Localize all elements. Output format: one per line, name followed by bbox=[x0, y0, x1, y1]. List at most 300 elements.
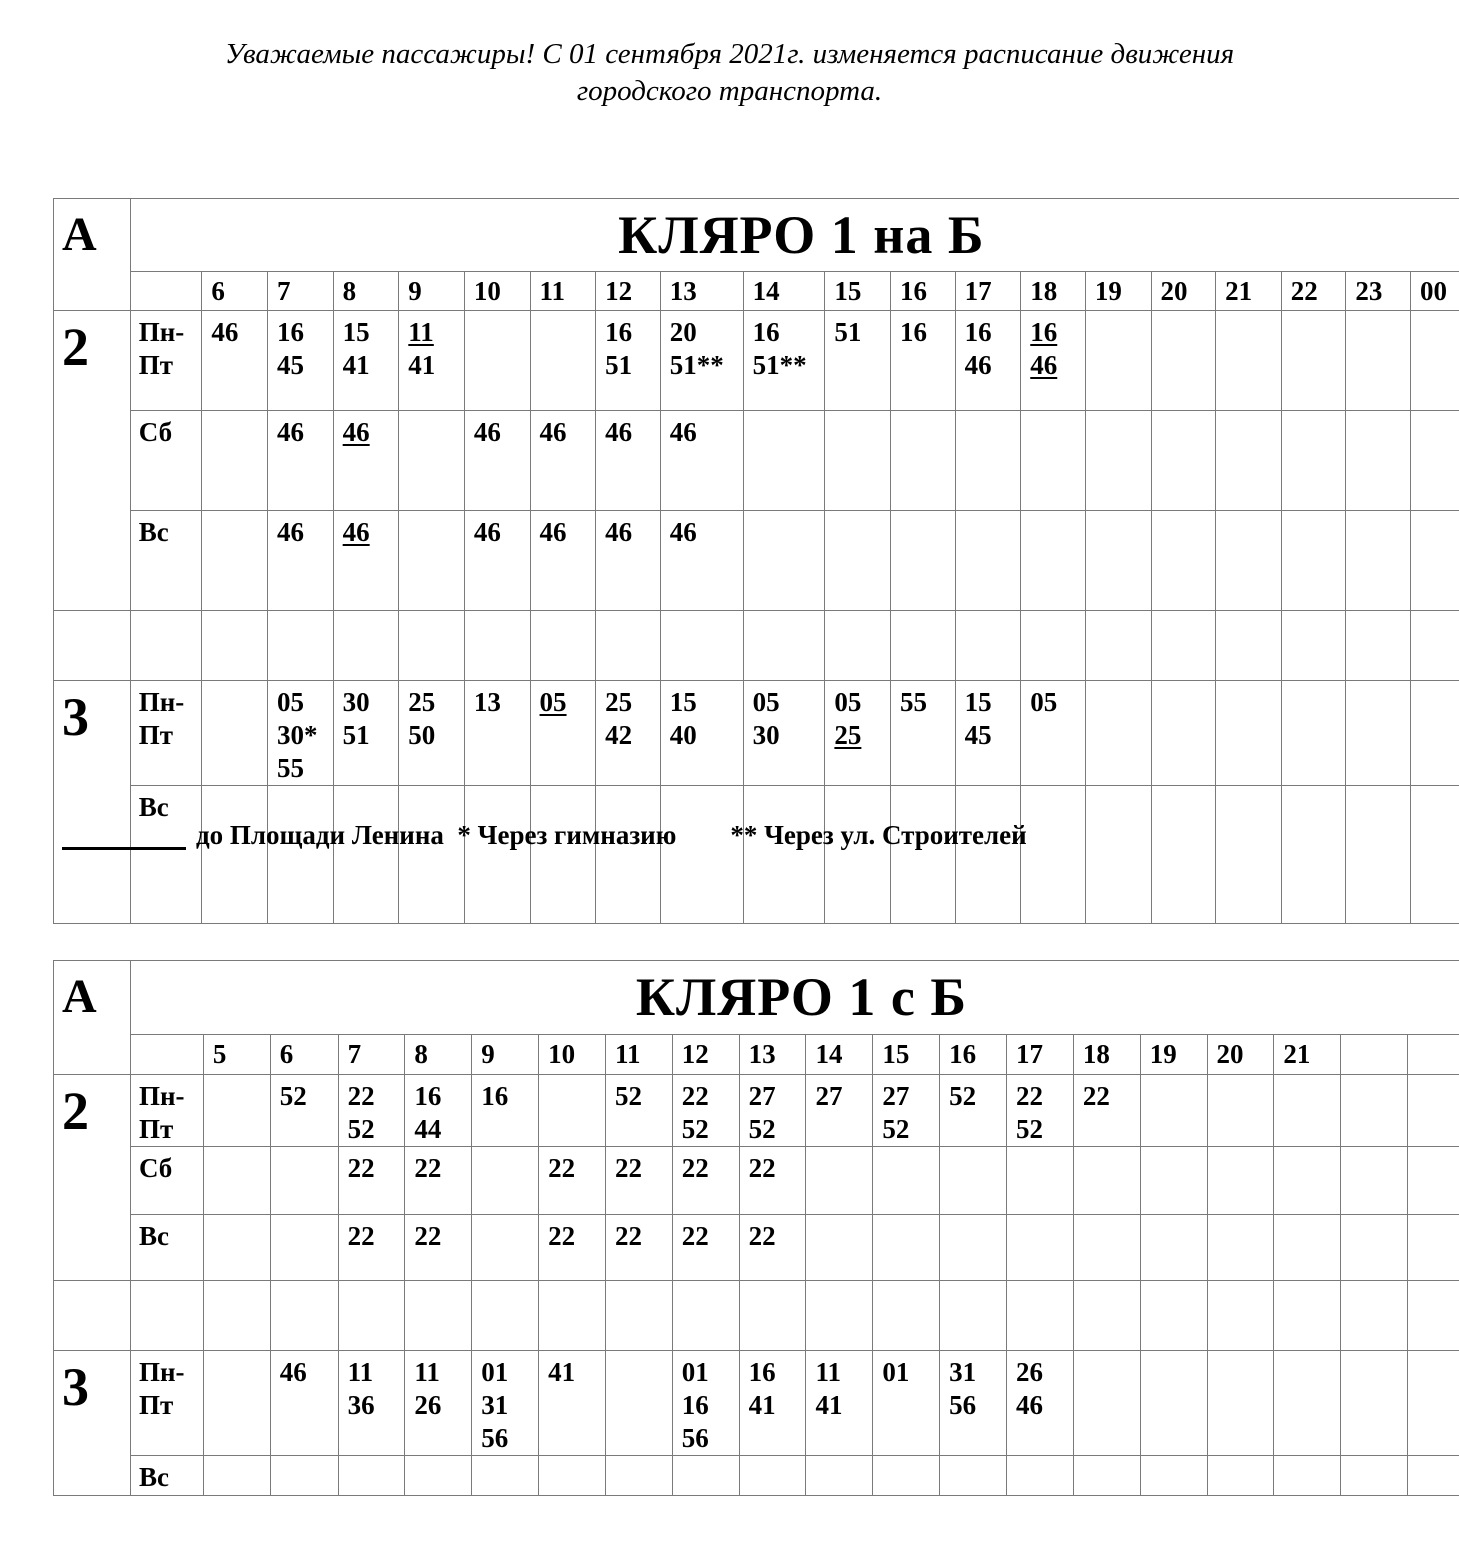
hour-header: 11 bbox=[530, 272, 596, 311]
departure-cell bbox=[539, 1351, 606, 1456]
departure-minute: 15 bbox=[964, 687, 992, 717]
departure-cell bbox=[464, 786, 530, 924]
legend-underline: до Площади Ленина bbox=[196, 820, 444, 850]
departure-cell bbox=[405, 1456, 472, 1496]
departure-minute: 27 bbox=[815, 1081, 843, 1111]
hour-header: 8 bbox=[405, 1035, 472, 1075]
departure-cell bbox=[672, 1147, 739, 1215]
hour-header: 20 bbox=[1207, 1035, 1274, 1075]
departure-cell bbox=[1341, 1075, 1408, 1147]
empty-cell bbox=[806, 1281, 873, 1351]
departure-minute: 52 bbox=[748, 1114, 776, 1144]
departure-minute: 22 bbox=[548, 1153, 576, 1183]
departure-cell bbox=[1281, 511, 1346, 611]
hour-header: 17 bbox=[955, 272, 1021, 311]
departure-minute: 13 bbox=[473, 687, 501, 717]
empty-cell bbox=[739, 1281, 806, 1351]
departure-cell bbox=[399, 311, 465, 411]
departure-cell bbox=[743, 411, 825, 511]
departure-cell bbox=[203, 1215, 270, 1281]
departure-cell bbox=[1085, 786, 1151, 924]
empty-cell bbox=[1346, 611, 1411, 681]
day-label-line: Вс bbox=[138, 1221, 169, 1251]
departure-minute: 30* bbox=[277, 720, 318, 750]
departure-cell bbox=[338, 1215, 405, 1281]
departure-minute: 46 bbox=[277, 417, 305, 447]
departure-cell bbox=[596, 311, 661, 411]
departure-cell bbox=[1021, 681, 1086, 786]
departure-cell bbox=[472, 1351, 539, 1456]
empty-cell bbox=[270, 1281, 338, 1351]
departure-cell bbox=[739, 1147, 806, 1215]
departure-minute: 41 bbox=[748, 1390, 776, 1420]
departure-cell bbox=[338, 1351, 405, 1456]
day-label-line: Вс bbox=[138, 1462, 169, 1492]
empty-cell bbox=[1274, 1281, 1341, 1351]
hour-header: 6 bbox=[270, 1035, 338, 1075]
departure-cell bbox=[739, 1456, 806, 1496]
departure-minute: 22 bbox=[347, 1081, 375, 1111]
departure-cell bbox=[472, 1147, 539, 1215]
departure-minute: 41 bbox=[342, 350, 370, 380]
empty-cell bbox=[940, 1281, 1007, 1351]
departure-minute: 51** bbox=[669, 350, 724, 380]
departure-minute: 22 bbox=[614, 1221, 642, 1251]
departure-minute: 22 bbox=[414, 1153, 442, 1183]
departure-cell bbox=[1085, 681, 1151, 786]
departure-minute: 11 bbox=[347, 1357, 374, 1387]
departure-cell bbox=[1207, 1456, 1274, 1496]
departure-cell bbox=[1073, 1456, 1140, 1496]
route-number: 3 bbox=[54, 1351, 131, 1496]
departure-cell bbox=[268, 311, 334, 411]
hour-header: 21 bbox=[1274, 1035, 1341, 1075]
empty-cell bbox=[891, 611, 956, 681]
empty-cell bbox=[1085, 611, 1151, 681]
departure-minute: 05 bbox=[1030, 687, 1058, 717]
departure-cell bbox=[873, 1456, 940, 1496]
departure-cell bbox=[530, 311, 596, 411]
departure-cell bbox=[539, 1456, 606, 1496]
departure-cell bbox=[1274, 1147, 1341, 1215]
departure-cell bbox=[1207, 1075, 1274, 1147]
departure-cell bbox=[743, 681, 825, 786]
departure-minute: 55 bbox=[277, 753, 305, 783]
departure-minute: 25 bbox=[834, 720, 862, 750]
hour-header: 22 bbox=[1281, 272, 1346, 311]
departure-minute: 46 bbox=[279, 1357, 307, 1387]
departure-minute: 31 bbox=[949, 1357, 977, 1387]
hour-header: 5 bbox=[203, 1035, 270, 1075]
departure-minute: 22 bbox=[681, 1221, 709, 1251]
departure-cell bbox=[596, 411, 661, 511]
departure-cell bbox=[1073, 1351, 1140, 1456]
departure-cell bbox=[1281, 786, 1346, 924]
hours-row bbox=[54, 272, 1459, 311]
day-label-line: Сб bbox=[138, 1153, 173, 1183]
departure-cell bbox=[1207, 1215, 1274, 1281]
departure-cell bbox=[672, 1215, 739, 1281]
departure-cell bbox=[739, 1215, 806, 1281]
departure-cell bbox=[825, 786, 891, 924]
departure-cell bbox=[1411, 511, 1459, 611]
departure-minute: 22 bbox=[681, 1081, 709, 1111]
departure-minute: 22 bbox=[414, 1221, 442, 1251]
departure-minute: 46 bbox=[473, 417, 501, 447]
departure-cell bbox=[1085, 511, 1151, 611]
schedule-grid bbox=[53, 198, 1459, 924]
day-label-line: Пн- bbox=[138, 1081, 185, 1111]
departure-cell bbox=[203, 1075, 270, 1147]
departure-minute: 52 bbox=[882, 1114, 910, 1144]
empty-cell bbox=[130, 1281, 203, 1351]
departure-cell bbox=[1281, 411, 1346, 511]
departure-cell bbox=[1411, 411, 1459, 511]
day-label-line: Вс bbox=[138, 792, 169, 822]
departure-cell bbox=[1085, 411, 1151, 511]
schedule-row bbox=[54, 786, 1459, 924]
departure-cell bbox=[333, 311, 399, 411]
departure-cell bbox=[539, 1075, 606, 1147]
day-label bbox=[130, 1075, 203, 1147]
departure-cell bbox=[268, 411, 334, 511]
departure-cell bbox=[891, 786, 956, 924]
departure-minute: 46 bbox=[539, 417, 567, 447]
empty-cell bbox=[1408, 1281, 1459, 1351]
empty-cell bbox=[338, 1281, 405, 1351]
hour-header: 15 bbox=[873, 1035, 940, 1075]
hour-header: 21 bbox=[1216, 272, 1282, 311]
departure-cell bbox=[1151, 511, 1216, 611]
hour-header: 9 bbox=[472, 1035, 539, 1075]
departure-cell bbox=[891, 511, 956, 611]
empty-cell bbox=[399, 611, 465, 681]
departure-cell bbox=[405, 1215, 472, 1281]
hour-header bbox=[1408, 1035, 1459, 1075]
departure-cell bbox=[270, 1147, 338, 1215]
hours-row bbox=[54, 1035, 1459, 1075]
departure-cell bbox=[672, 1075, 739, 1147]
schedule-row bbox=[54, 681, 1459, 786]
empty-cell bbox=[333, 611, 399, 681]
departure-cell bbox=[1216, 411, 1282, 511]
departure-cell bbox=[1346, 311, 1411, 411]
departure-minute: 46 bbox=[1030, 350, 1058, 380]
departure-cell bbox=[1140, 1456, 1207, 1496]
day-label-line: Вс bbox=[138, 517, 169, 547]
departure-minute: 16 bbox=[1030, 317, 1058, 347]
departure-minute: 16 bbox=[414, 1081, 442, 1111]
empty-cell bbox=[955, 611, 1021, 681]
departure-cell bbox=[338, 1456, 405, 1496]
departure-minute: 46 bbox=[605, 417, 633, 447]
departure-cell bbox=[1151, 786, 1216, 924]
departure-minute: 51 bbox=[342, 720, 370, 750]
departure-minute: 45 bbox=[277, 350, 305, 380]
hour-header: 17 bbox=[1007, 1035, 1074, 1075]
departure-minute: 41 bbox=[815, 1390, 843, 1420]
departure-cell bbox=[472, 1215, 539, 1281]
departure-cell bbox=[605, 1456, 672, 1496]
empty-cell bbox=[1007, 1281, 1074, 1351]
empty-cell bbox=[1411, 611, 1459, 681]
hour-header: 19 bbox=[1140, 1035, 1207, 1075]
day-label bbox=[130, 411, 202, 511]
departure-cell bbox=[1151, 681, 1216, 786]
departure-cell bbox=[1216, 311, 1282, 411]
departure-cell bbox=[605, 1351, 672, 1456]
departure-minute: 46 bbox=[539, 517, 567, 547]
departure-cell bbox=[1281, 681, 1346, 786]
departure-minute: 22 bbox=[1082, 1081, 1110, 1111]
departure-cell bbox=[1411, 311, 1459, 411]
departure-cell bbox=[1073, 1075, 1140, 1147]
departure-cell bbox=[472, 1456, 539, 1496]
departure-cell bbox=[1341, 1147, 1408, 1215]
departure-cell bbox=[464, 681, 530, 786]
departure-minute: 52 bbox=[614, 1081, 642, 1111]
hour-header: 8 bbox=[333, 272, 399, 311]
departure-cell bbox=[660, 411, 743, 511]
schedule-row bbox=[54, 1147, 1459, 1215]
departure-minute: 30 bbox=[752, 720, 780, 750]
legend-double-star: ** Через ул. Строителей bbox=[730, 820, 1027, 850]
empty-cell bbox=[660, 611, 743, 681]
departure-cell bbox=[1216, 786, 1282, 924]
departure-cell bbox=[1281, 311, 1346, 411]
departure-cell bbox=[405, 1351, 472, 1456]
schedule-title: КЛЯРО 1 на Б bbox=[130, 199, 1459, 272]
departure-cell bbox=[1007, 1075, 1074, 1147]
hour-header: 13 bbox=[739, 1035, 806, 1075]
departure-cell bbox=[202, 681, 268, 786]
schedule-table-from-b bbox=[53, 960, 1459, 1496]
departure-cell bbox=[399, 411, 465, 511]
departure-minute: 16 bbox=[481, 1081, 509, 1111]
departure-cell bbox=[672, 1351, 739, 1456]
departure-cell bbox=[806, 1351, 873, 1456]
hour-header: 7 bbox=[268, 272, 334, 311]
departure-cell bbox=[660, 681, 743, 786]
empty-cell bbox=[672, 1281, 739, 1351]
hour-header: 20 bbox=[1151, 272, 1216, 311]
departure-cell bbox=[539, 1147, 606, 1215]
title-row bbox=[54, 961, 1459, 1035]
departure-minute: 31 bbox=[481, 1390, 509, 1420]
departure-cell bbox=[891, 411, 956, 511]
empty-cell bbox=[1341, 1281, 1408, 1351]
departure-cell bbox=[873, 1215, 940, 1281]
departure-cell bbox=[955, 411, 1021, 511]
departure-minute: 16 bbox=[752, 317, 780, 347]
departure-cell bbox=[1140, 1351, 1207, 1456]
day-label bbox=[130, 681, 202, 786]
departure-cell bbox=[338, 1147, 405, 1215]
empty-cell bbox=[530, 611, 596, 681]
departure-cell bbox=[1007, 1147, 1074, 1215]
departure-cell bbox=[940, 1351, 1007, 1456]
departure-cell bbox=[1346, 511, 1411, 611]
departure-cell bbox=[1140, 1215, 1207, 1281]
departure-cell bbox=[1408, 1215, 1459, 1281]
day-label-line: Пт bbox=[138, 1114, 174, 1144]
hour-header: 00 bbox=[1411, 272, 1459, 311]
departure-cell bbox=[1085, 311, 1151, 411]
departure-cell bbox=[1408, 1075, 1459, 1147]
departure-cell bbox=[596, 681, 661, 786]
departure-cell bbox=[873, 1351, 940, 1456]
departure-cell bbox=[1346, 681, 1411, 786]
hour-header: 19 bbox=[1085, 272, 1151, 311]
departure-cell bbox=[1341, 1456, 1408, 1496]
departure-cell bbox=[399, 511, 465, 611]
departure-cell bbox=[825, 511, 891, 611]
departure-cell bbox=[1073, 1215, 1140, 1281]
departure-minute: 22 bbox=[548, 1221, 576, 1251]
departure-minute: 16 bbox=[605, 317, 633, 347]
departure-minute: 46 bbox=[277, 517, 305, 547]
empty-cell bbox=[743, 611, 825, 681]
day-label bbox=[130, 311, 202, 411]
departure-cell bbox=[1007, 1215, 1074, 1281]
empty-cell bbox=[1073, 1281, 1140, 1351]
departure-cell bbox=[1411, 681, 1459, 786]
departure-cell bbox=[873, 1147, 940, 1215]
departure-cell bbox=[806, 1215, 873, 1281]
departure-minute: 52 bbox=[681, 1114, 709, 1144]
departure-cell bbox=[464, 411, 530, 511]
day-label-line: Пт bbox=[138, 350, 173, 380]
departure-minute: 56 bbox=[949, 1390, 977, 1420]
empty-cell bbox=[54, 611, 131, 681]
departure-minute: 20 bbox=[669, 317, 697, 347]
departure-cell bbox=[1274, 1215, 1341, 1281]
departure-minute: 27 bbox=[748, 1081, 776, 1111]
departure-minute: 46 bbox=[669, 417, 697, 447]
departure-cell bbox=[405, 1075, 472, 1147]
title-row bbox=[54, 199, 1459, 272]
departure-minute: 30 bbox=[342, 687, 370, 717]
legend bbox=[62, 818, 1027, 852]
day-label bbox=[130, 511, 202, 611]
announcement-line-1: Уважаемые пассажиры! С 01 сентября 2021г. изменяется расписание движения bbox=[224, 38, 1235, 70]
hour-header: 18 bbox=[1073, 1035, 1140, 1075]
hour-header: 16 bbox=[891, 272, 956, 311]
empty-cell bbox=[1281, 611, 1346, 681]
departure-cell bbox=[1021, 786, 1086, 924]
departure-minute: 26 bbox=[414, 1390, 442, 1420]
departure-cell bbox=[891, 311, 956, 411]
departure-cell bbox=[338, 1075, 405, 1147]
departure-minute: 52 bbox=[949, 1081, 977, 1111]
departure-cell bbox=[806, 1075, 873, 1147]
departure-cell bbox=[743, 786, 825, 924]
hour-header: 18 bbox=[1021, 272, 1086, 311]
schedule-row bbox=[54, 311, 1459, 411]
empty-cell bbox=[873, 1281, 940, 1351]
departure-minute: 51 bbox=[834, 317, 862, 347]
hours-corner bbox=[130, 272, 202, 311]
day-label-line: Пн- bbox=[138, 687, 185, 717]
departure-cell bbox=[1021, 411, 1086, 511]
spacer-row bbox=[54, 1281, 1459, 1351]
departure-cell bbox=[530, 681, 596, 786]
departure-cell bbox=[660, 511, 743, 611]
departure-cell bbox=[1021, 311, 1086, 411]
departure-minute: 22 bbox=[748, 1221, 776, 1251]
departure-cell bbox=[1021, 511, 1086, 611]
departure-cell bbox=[333, 511, 399, 611]
departure-minute: 36 bbox=[347, 1390, 375, 1420]
departure-cell bbox=[530, 411, 596, 511]
departure-cell bbox=[825, 681, 891, 786]
departure-cell bbox=[1274, 1456, 1341, 1496]
departure-minute: 52 bbox=[347, 1114, 375, 1144]
hour-header bbox=[1341, 1035, 1408, 1075]
schedule-grid bbox=[53, 960, 1459, 1496]
departure-cell bbox=[1207, 1147, 1274, 1215]
departure-cell bbox=[405, 1147, 472, 1215]
schedule-row bbox=[54, 411, 1459, 511]
departure-cell bbox=[1207, 1351, 1274, 1456]
empty-cell bbox=[825, 611, 891, 681]
departure-cell bbox=[605, 1215, 672, 1281]
departure-cell bbox=[743, 511, 825, 611]
day-label-line: Пт bbox=[138, 720, 173, 750]
departure-cell bbox=[955, 681, 1021, 786]
day-label-line: Пн- bbox=[138, 1357, 185, 1387]
departure-minute: 05 bbox=[539, 687, 567, 717]
schedule-row bbox=[54, 1456, 1459, 1496]
departure-cell bbox=[739, 1351, 806, 1456]
departure-minute: 50 bbox=[408, 720, 436, 750]
departure-minute: 16 bbox=[277, 317, 305, 347]
departure-cell bbox=[743, 311, 825, 411]
hour-header: 6 bbox=[202, 272, 268, 311]
departure-cell bbox=[955, 786, 1021, 924]
departure-minute: 46 bbox=[473, 517, 501, 547]
departure-minute: 15 bbox=[342, 317, 370, 347]
route-number: 2 bbox=[54, 1075, 131, 1281]
departure-cell bbox=[464, 511, 530, 611]
departure-cell bbox=[202, 311, 268, 411]
departure-cell bbox=[1274, 1075, 1341, 1147]
departure-minute: 46 bbox=[1016, 1390, 1044, 1420]
departure-cell bbox=[1411, 786, 1459, 924]
schedule-row bbox=[54, 1215, 1459, 1281]
departure-cell bbox=[472, 1075, 539, 1147]
departure-minute: 26 bbox=[1016, 1357, 1044, 1387]
departure-cell bbox=[1140, 1147, 1207, 1215]
departure-minute: 42 bbox=[605, 720, 633, 750]
departure-cell bbox=[940, 1456, 1007, 1496]
departure-cell bbox=[891, 681, 956, 786]
empty-cell bbox=[202, 611, 268, 681]
announcement-line-2: городского транспорта. bbox=[576, 75, 883, 107]
departure-minute: 15 bbox=[669, 687, 697, 717]
departure-minute: 41 bbox=[408, 350, 436, 380]
route-number: 3 bbox=[54, 681, 131, 924]
departure-cell bbox=[203, 1147, 270, 1215]
departure-minute: 16 bbox=[681, 1390, 709, 1420]
departure-cell bbox=[1346, 786, 1411, 924]
departure-cell bbox=[539, 1215, 606, 1281]
departure-cell bbox=[1151, 411, 1216, 511]
empty-cell bbox=[54, 1281, 131, 1351]
departure-cell bbox=[672, 1456, 739, 1496]
departure-cell bbox=[873, 1075, 940, 1147]
departure-minute: 05 bbox=[277, 687, 305, 717]
